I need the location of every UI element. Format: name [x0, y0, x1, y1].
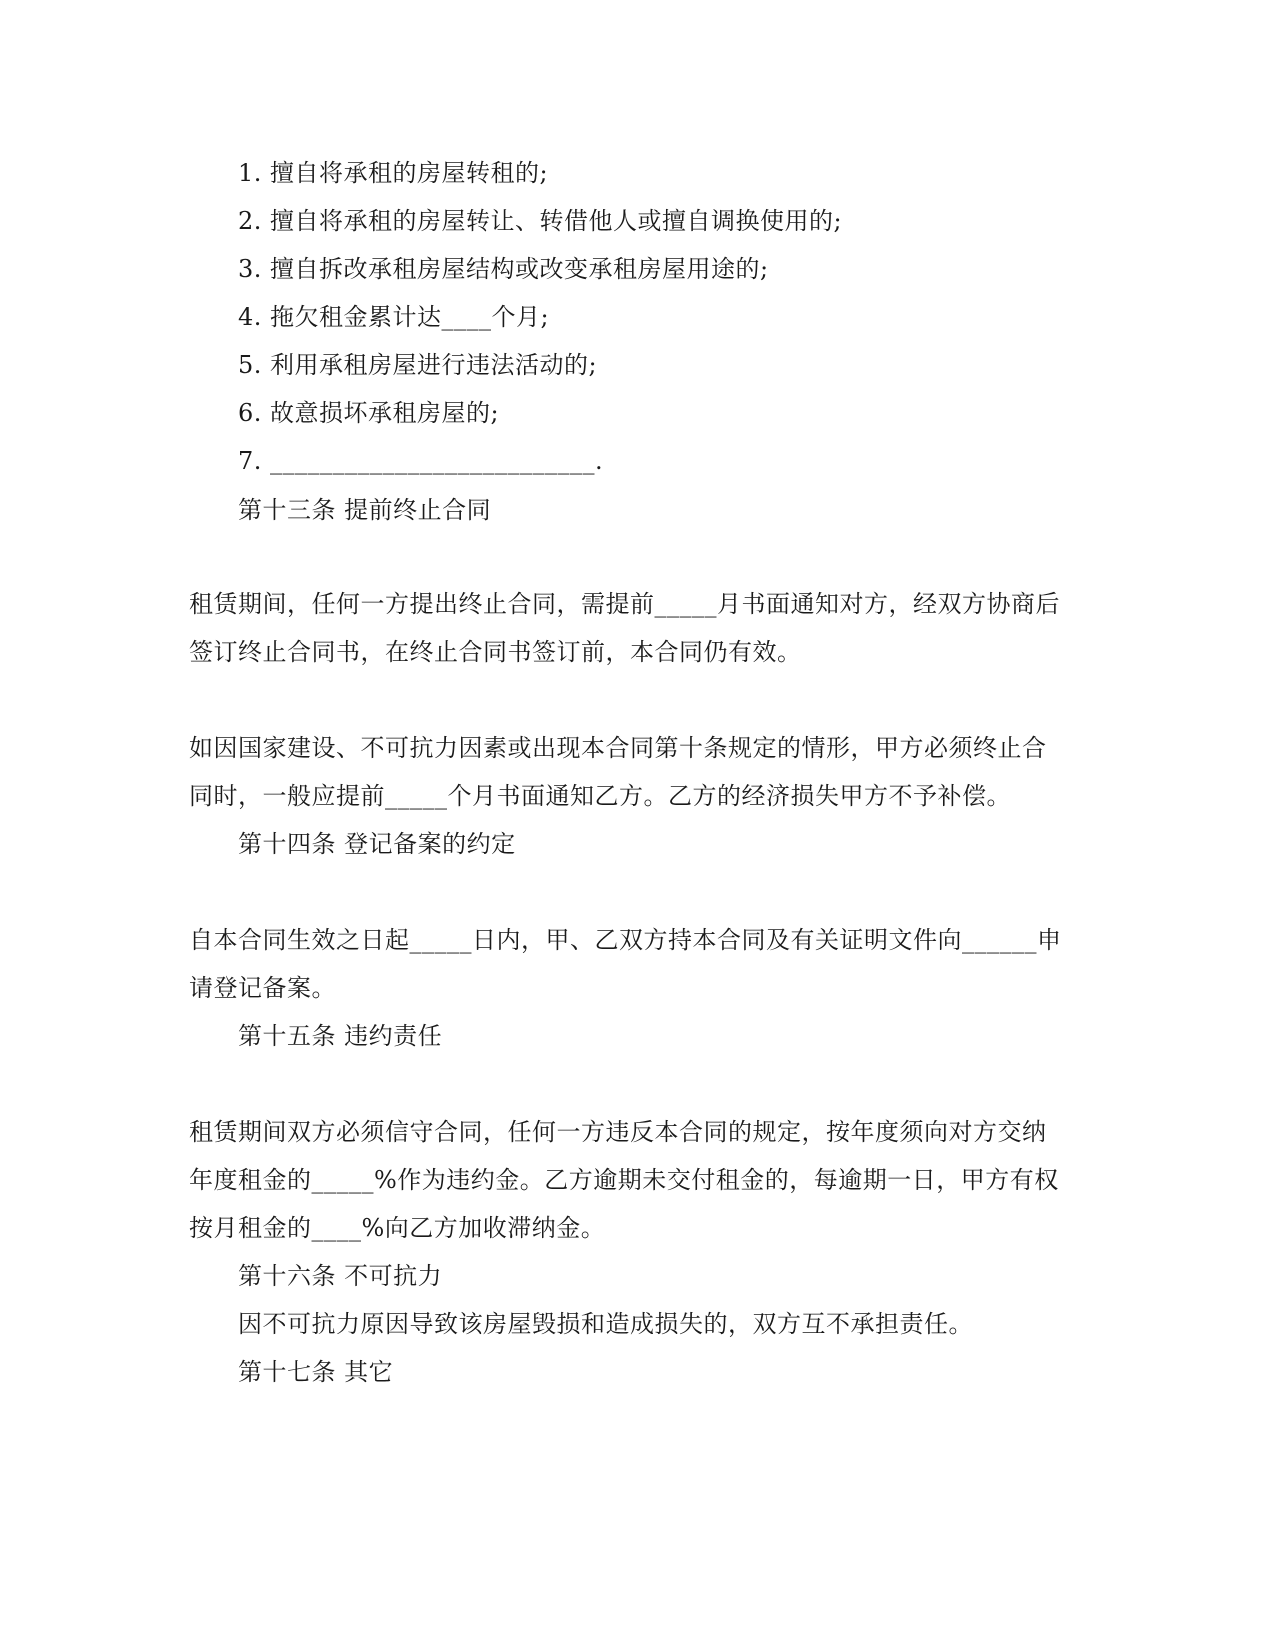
article-17-heading: 第十七条 其它 [238, 1358, 394, 1386]
article-15-paragraph-line-3: 按月租金的____%向乙方加收滞纳金。 [189, 1214, 606, 1242]
list-item-2: 2. 擅自将承租的房屋转让、转借他人或擅自调换使用的; [238, 207, 843, 235]
list-item-6: 6. 故意损坏承租房屋的; [238, 399, 500, 427]
article-15-heading: 第十五条 违约责任 [238, 1022, 443, 1050]
list-item-1: 1. 擅自将承租的房屋转租的; [238, 159, 549, 187]
article-13-paragraph-2-line-2: 同时，一般应提前_____个月书面通知乙方。乙方的经济损失甲方不予补偿。 [189, 782, 1011, 810]
list-item-3: 3. 擅自拆改承租房屋结构或改变承租房屋用途的; [238, 255, 769, 283]
article-16-paragraph: 因不可抗力原因导致该房屋毁损和造成损失的，双方互不承担责任。 [238, 1310, 973, 1338]
article-14-paragraph-line-2: 请登记备案。 [189, 974, 336, 1002]
article-14-heading: 第十四条 登记备案的约定 [238, 830, 516, 858]
article-15-paragraph-line-1: 租赁期间双方必须信守合同，任何一方违反本合同的规定，按年度须向对方交纳 [189, 1118, 1047, 1146]
article-13-paragraph-1-line-1: 租赁期间，任何一方提出终止合同，需提前_____月书面通知对方，经双方协商后 [189, 590, 1060, 618]
list-item-7: 7. __________________________. [238, 447, 604, 475]
article-13-heading: 第十三条 提前终止合同 [238, 496, 492, 524]
article-13-paragraph-1-line-2: 签订终止合同书，在终止合同书签订前，本合同仍有效。 [189, 638, 802, 666]
article-14-paragraph-line-1: 自本合同生效之日起_____日内，甲、乙双方持本合同及有关证明文件向______申 [189, 926, 1062, 954]
article-15-paragraph-line-2: 年度租金的_____%作为违约金。乙方逾期未交付租金的，每逾期一日，甲方有权 [189, 1166, 1059, 1194]
article-13-paragraph-2-line-1: 如因国家建设、不可抗力因素或出现本合同第十条规定的情形，甲方必须终止合 [189, 734, 1047, 762]
article-16-heading: 第十六条 不可抗力 [238, 1262, 443, 1290]
list-item-5: 5. 利用承租房屋进行违法活动的; [238, 351, 598, 379]
list-item-4: 4. 拖欠租金累计达____个月; [238, 303, 550, 331]
